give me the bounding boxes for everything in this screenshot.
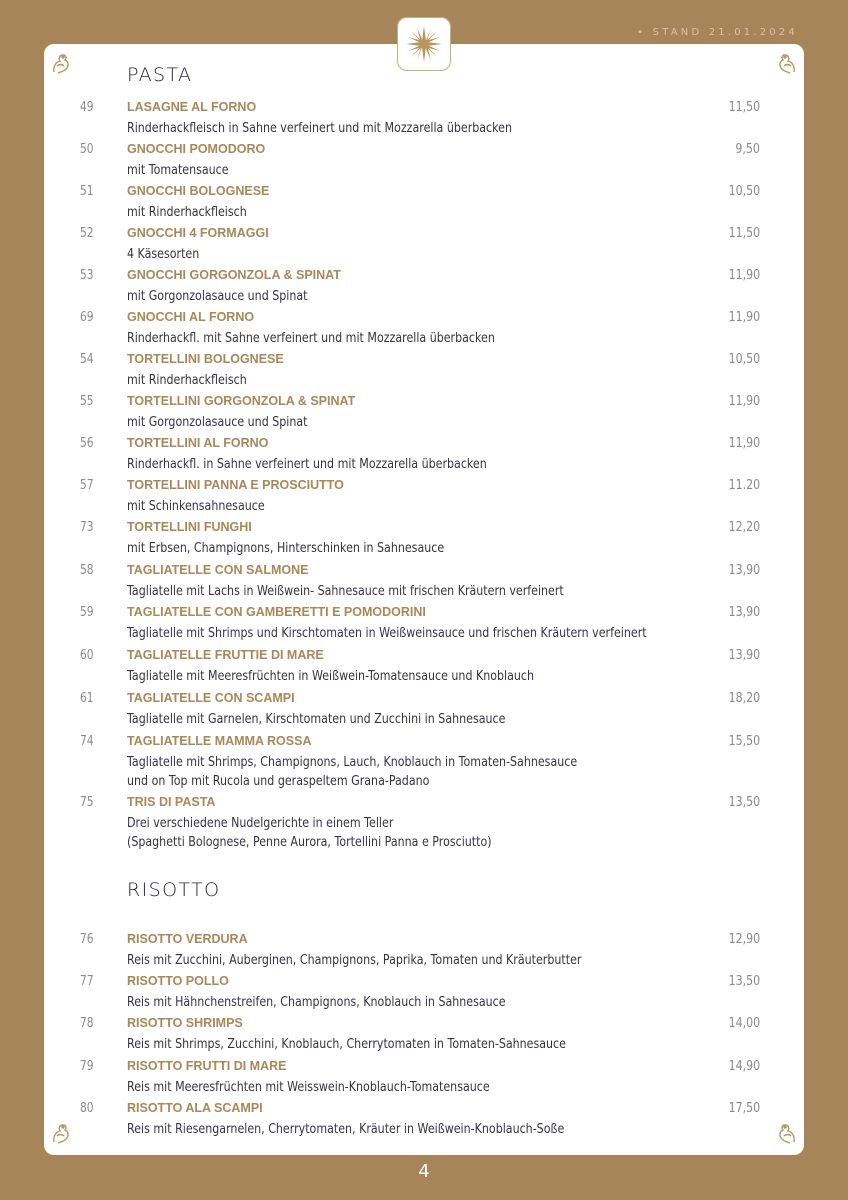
item-name: TAGLIATELLE CON SCAMPI xyxy=(127,691,295,705)
item-number: 49 xyxy=(80,100,94,115)
item-name: RISOTTO SHRIMPS xyxy=(127,1016,243,1030)
item-description: Rinderhackfl. in Sahne verfeinert und mit Mozzarella überbacken xyxy=(127,456,487,472)
item-price: 11.20 xyxy=(728,478,760,493)
item-price: 11,50 xyxy=(728,226,760,241)
item-price: 13,90 xyxy=(728,563,760,578)
item-price: 12,20 xyxy=(728,520,760,535)
item-name: TORTELLINI AL FORNO xyxy=(127,436,269,450)
item-price: 9,50 xyxy=(735,142,760,157)
item-number: 74 xyxy=(80,734,94,749)
section-title-pasta: PASTA xyxy=(127,64,193,86)
item-price: 13,90 xyxy=(728,648,760,663)
item-price: 11,90 xyxy=(728,394,760,409)
item-description: mit Rinderhackfleisch xyxy=(127,372,247,388)
item-price: 13,50 xyxy=(728,795,760,810)
item-price: 11,90 xyxy=(728,310,760,325)
item-name: RISOTTO FRUTTI DI MARE xyxy=(127,1059,287,1073)
item-number: 53 xyxy=(80,268,94,283)
item-name: TAGLIATELLE FRUTTIE DI MARE xyxy=(127,648,324,662)
item-name: TRIS DI PASTA xyxy=(127,795,216,809)
item-description: 4 Käsesorten xyxy=(127,246,200,262)
item-number: 60 xyxy=(80,648,94,663)
item-name: GNOCCHI POMODORO xyxy=(127,142,266,156)
item-description: Drei verschiedene Nudelgerichte in einem Teller (Spaghetti Bolognese, Penne Aurora, Tortellini Panna e Prosciutto) xyxy=(127,815,492,850)
item-description: Tagliatelle mit Shrimps und Kirschtomaten in Weißweinsauce und frischen Kräutern verfeinert xyxy=(127,625,647,641)
item-price: 14,90 xyxy=(728,1059,760,1074)
item-description: Tagliatelle mit Shrimps, Champignons, Lauch, Knoblauch in Tomaten-Sahnesauce und on Top mit Rucola und geraspeltem Grana-Padano xyxy=(127,754,578,789)
item-number: 61 xyxy=(80,691,94,706)
item-number: 54 xyxy=(80,352,94,367)
item-number: 80 xyxy=(80,1101,94,1116)
item-price: 14,00 xyxy=(728,1016,760,1031)
item-name: LASAGNE AL FORNO xyxy=(127,100,257,114)
item-number: 58 xyxy=(80,563,94,578)
item-price: 13,90 xyxy=(728,605,760,620)
item-name: TORTELLINI PANNA E PROSCIUTTO xyxy=(127,478,344,492)
item-description: mit Gorgonzolasauce und Spinat xyxy=(127,414,308,430)
item-name: GNOCCHI GORGONZOLA & SPINAT xyxy=(127,268,341,282)
item-price: 10,50 xyxy=(728,352,760,367)
item-description: Rinderhackfleisch in Sahne verfeinert und mit Mozzarella überbacken xyxy=(127,120,512,136)
item-description: Reis mit Meeresfrüchten mit Weisswein-Knoblauch-Tomatensauce xyxy=(127,1079,490,1095)
item-name: TAGLIATELLE MAMMA ROSSA xyxy=(127,734,312,748)
item-name: TORTELLINI FUNGHI xyxy=(127,520,252,534)
item-number: 55 xyxy=(80,394,94,409)
item-number: 77 xyxy=(80,974,94,989)
item-description: Reis mit Riesengarnelen, Cherrytomaten, Kräuter in Weißwein-Knoblauch-Soße xyxy=(127,1121,565,1137)
item-number: 79 xyxy=(80,1059,94,1074)
item-name: GNOCCHI AL FORNO xyxy=(127,310,255,324)
item-description: mit Rinderhackfleisch xyxy=(127,204,247,220)
item-name: GNOCCHI BOLOGNESE xyxy=(127,184,270,198)
page-number: 4 xyxy=(418,1161,430,1182)
item-number: 76 xyxy=(80,932,94,947)
griffin-ornament-icon xyxy=(776,52,798,76)
item-name: RISOTTO ALA SCAMPI xyxy=(127,1101,263,1115)
item-number: 78 xyxy=(80,1016,94,1031)
item-price: 12,90 xyxy=(728,932,760,947)
item-description: mit Erbsen, Champignons, Hinterschinken in Sahnesauce xyxy=(127,540,445,556)
item-description: Reis mit Zucchini, Auberginen, Champignons, Paprika, Tomaten und Kräuterbutter xyxy=(127,952,582,968)
item-description: Tagliatelle mit Lachs in Weißwein- Sahnesauce mit frischen Kräutern verfeinert xyxy=(127,583,564,599)
item-price: 10,50 xyxy=(728,184,760,199)
item-description: mit Schinkensahnesauce xyxy=(127,498,265,514)
item-price: 18,20 xyxy=(728,691,760,706)
item-name: RISOTTO POLLO xyxy=(127,974,229,988)
item-number: 52 xyxy=(80,226,94,241)
item-number: 57 xyxy=(80,478,94,493)
item-price: 17,50 xyxy=(728,1101,760,1116)
item-number: 56 xyxy=(80,436,94,451)
item-number: 73 xyxy=(80,520,94,535)
item-name: TAGLIATELLE CON GAMBERETTI E POMODORINI xyxy=(127,605,426,619)
item-number: 51 xyxy=(80,184,94,199)
item-description: Tagliatelle mit Garnelen, Kirschtomaten und Zucchini in Sahnesauce xyxy=(127,711,506,727)
item-price: 13,50 xyxy=(728,974,760,989)
item-name: TAGLIATELLE CON SALMONE xyxy=(127,563,309,577)
item-description: Reis mit Hähnchenstreifen, Champignons, Knoblauch in Sahnesauce xyxy=(127,994,506,1010)
item-name: RISOTTO VERDURA xyxy=(127,932,248,946)
item-description: Rinderhackfl. mit Sahne verfeinert und mit Mozzarella überbacken xyxy=(127,330,495,346)
item-name: GNOCCHI 4 FORMAGGI xyxy=(127,226,269,240)
item-number: 75 xyxy=(80,795,94,810)
item-description: mit Gorgonzolasauce und Spinat xyxy=(127,288,308,304)
item-price: 11,50 xyxy=(728,100,760,115)
item-number: 69 xyxy=(80,310,94,325)
item-name: TORTELLINI BOLOGNESE xyxy=(127,352,284,366)
logo-badge xyxy=(397,17,451,71)
item-description: Reis mit Shrimps, Zucchini, Knoblauch, Cherrytomaten in Tomaten-Sahnesauce xyxy=(127,1036,566,1052)
item-price: 11,90 xyxy=(728,268,760,283)
item-number: 59 xyxy=(80,605,94,620)
item-description: mit Tomatensauce xyxy=(127,162,229,178)
section-title-risotto: RISOTTO xyxy=(127,879,221,901)
griffin-ornament-icon xyxy=(50,52,72,76)
griffin-ornament-icon xyxy=(50,1122,72,1146)
griffin-ornament-icon xyxy=(776,1122,798,1146)
item-price: 15,50 xyxy=(728,734,760,749)
item-number: 50 xyxy=(80,142,94,157)
item-name: TORTELLINI GORGONZOLA & SPINAT xyxy=(127,394,356,408)
stand-date: • STAND 21.01.2024 xyxy=(637,27,798,38)
item-price: 11,90 xyxy=(728,436,760,451)
item-description: Tagliatelle mit Meeresfrüchten in Weißwein-Tomatensauce und Knoblauch xyxy=(127,668,535,684)
sun-star-logo-icon xyxy=(397,17,451,71)
